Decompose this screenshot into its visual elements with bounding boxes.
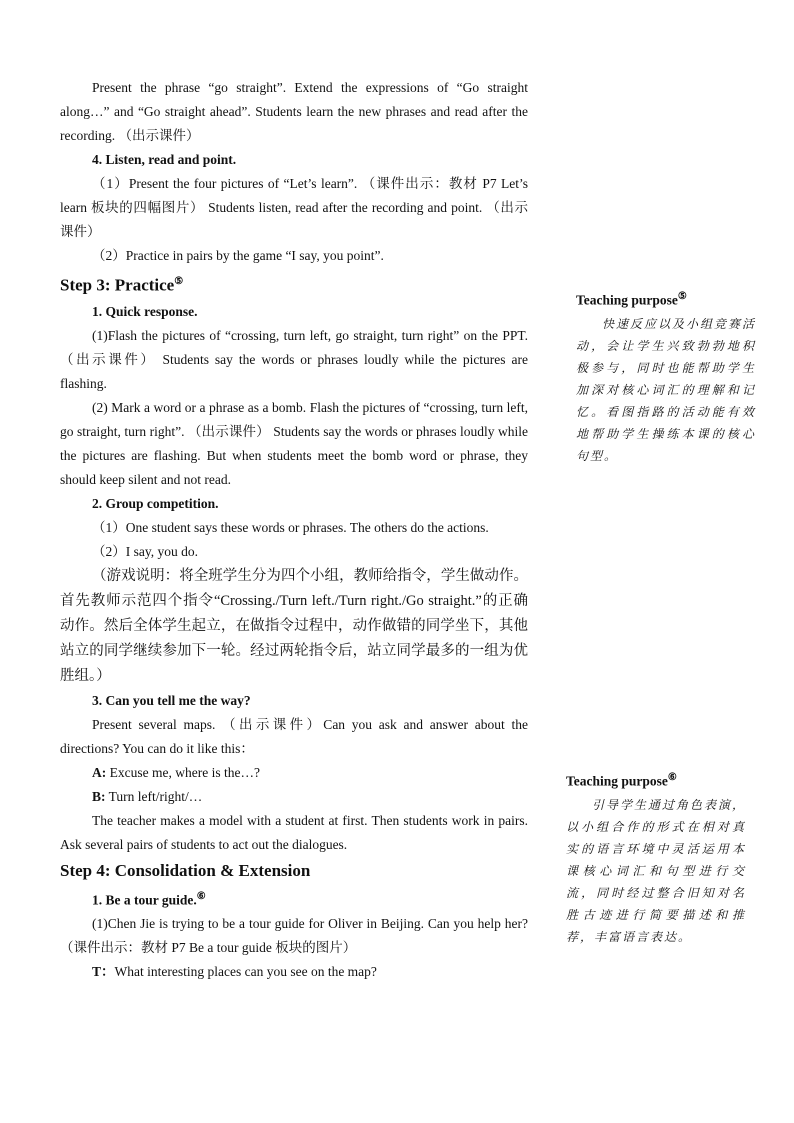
quick-response-item-2: (2) Mark a word or a phrase as a bomb. Flash the pictures of “crossing, turn left, go straight, turn right”. （出示课件） Students say the words or phrases loudly while the pictures are flashing. But when students meet the bomb word or phrase, they should keep silent and not read. — [60, 399, 528, 487]
listen-read-point-heading: 4. Listen, read and point. — [92, 152, 237, 167]
game-instructions-paragraph: （游戏说明：将全班学生分为四个小组，教师给指令，学生做动作。首先教师示范四个指令“Crossing./Turn left./Turn right./Go straight.”的正确动作。然后全体学生起立，在做指令过程中，动作做错的同学坐下，其他站立的同学继续参加下一轮。经过两轮指令后，站立同学最多的一组为优胜组。） — [60, 567, 528, 684]
dialogue-line-a — [60, 761, 528, 785]
speaker-a-text: Excuse me, where is the…? — [106, 764, 260, 780]
teaching-purpose-note-5 — [576, 285, 756, 467]
dialogue-line-b — [60, 785, 528, 809]
step-4-heading: Step 4: Consolidation & Extension — [60, 860, 311, 880]
footnote-mark-5: ⑤ — [174, 276, 184, 287]
teacher-question-text: What interesting places can you see on the map? — [114, 964, 377, 980]
step-3-title: Step 3: Practice — [60, 275, 175, 295]
step-3-heading — [60, 268, 528, 300]
teaching-purpose-5-label: Teaching purpose — [576, 292, 678, 308]
teacher-label: T： — [92, 964, 115, 980]
teacher-model-paragraph: The teacher makes a model with a student at first. Then students work in pairs. Ask several pairs of students to act out the dialogues. — [60, 812, 528, 852]
teaching-purpose-5-title — [576, 285, 756, 313]
teaching-purpose-6-title — [566, 766, 746, 794]
teaching-purpose-5-body: 快速反应以及小组竞赛活动，会让学生兴致勃勃地积极参与，同时也能帮助学生加深对核心词汇的理解和记忆。看图指路的活动能有效地帮助学生操练本课的核心句型。 — [576, 316, 757, 463]
speaker-b-text: Turn left/right/… — [105, 788, 203, 804]
teaching-purpose-6-label: Teaching purpose — [566, 773, 668, 789]
tour-guide-heading — [60, 885, 528, 913]
tour-guide-item-1: (1)Chen Jie is trying to be a tour guide for Oliver in Beijing. Can you help her?（课件出示：教材 P7 Be a tour guide 板块的图片） — [60, 916, 528, 956]
quick-response-item-1: (1)Flash the pictures of “crossing, turn left, go straight, turn right” on the PPT. （出示课件） Students say the words or phrases loudly while the pictures are flashing. — [60, 327, 528, 391]
group-competition-item-2: （2）I say, you do. — [92, 543, 198, 559]
teaching-purpose-6-mark: ⑥ — [667, 772, 677, 783]
teaching-purpose-6-body: 引导学生通过角色表演，以小组合作的形式在相对真实的语言环境中灵活运用本课核心词汇和句型进行交流，同时经过整合旧知对名胜古迹进行简要描述和推荐，丰富语言表达。 — [566, 797, 747, 944]
speaker-b-label: B: — [92, 788, 106, 804]
footnote-mark-6: ⑥ — [196, 890, 206, 902]
teaching-purpose-note-6 — [566, 766, 746, 948]
listen-read-point-item-1: （1）Present the four pictures of “Let’s learn”. （课件出示：教材 P7 Let’s learn 板块的四幅图片） Students listen, read after the recording and point. （出示课件） — [60, 176, 528, 239]
group-competition-item-1: （1）One student says these words or phrases. The others do the actions. — [92, 519, 489, 535]
tell-me-the-way-heading: 3. Can you tell me the way? — [92, 692, 251, 708]
present-maps-paragraph: Present several maps. （出示课件）Can you ask and answer about the directions? You can do it like this： — [60, 716, 528, 756]
listen-read-point-item-2: （2）Practice in pairs by the game “I say, you point”. — [92, 248, 384, 263]
teaching-purpose-5-mark: ⑤ — [677, 291, 687, 302]
teacher-question-line — [60, 960, 528, 984]
present-phrase-paragraph: Present the phrase “go straight”. Extend the expressions of “Go straight along…” and “Go straight ahead”. Students learn the new phrases and read after the recording. （出示课件） — [60, 80, 528, 143]
lesson-plan-main-column — [60, 76, 528, 984]
tour-guide-title: 1. Be a tour guide. — [92, 892, 197, 908]
quick-response-heading: 1. Quick response. — [92, 303, 198, 319]
group-competition-heading: 2. Group competition. — [92, 495, 219, 511]
speaker-a-label: A: — [92, 764, 107, 780]
